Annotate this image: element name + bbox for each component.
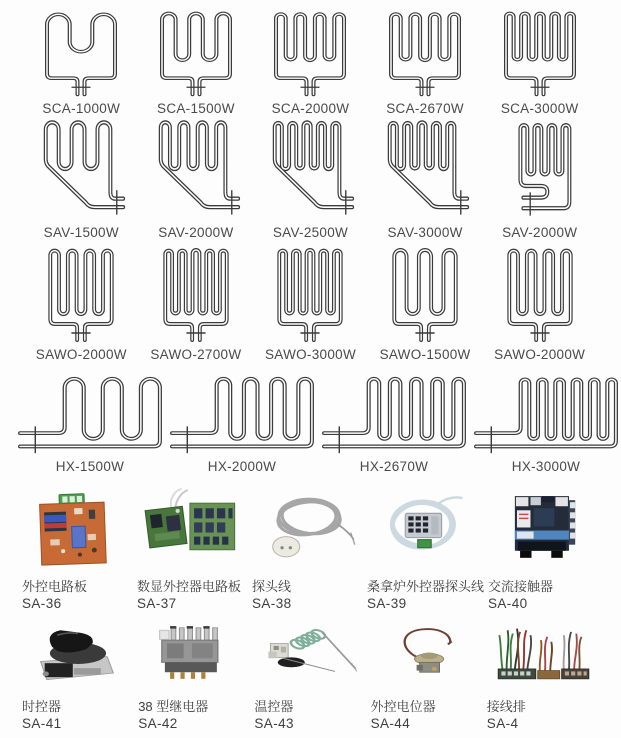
heating-element-drawing bbox=[318, 374, 470, 456]
element-label: HX-1500W bbox=[55, 459, 125, 474]
element-item bbox=[491, 116, 589, 240]
element-label: SAV-1500W bbox=[43, 225, 119, 240]
element-item bbox=[490, 8, 590, 116]
element-label: SCA-1500W bbox=[157, 101, 235, 116]
accessory-item bbox=[250, 486, 365, 611]
heating-element-drawing bbox=[146, 8, 246, 98]
element-row-sav bbox=[0, 116, 621, 240]
heating-element-drawing bbox=[147, 116, 245, 222]
potentiometer-photo bbox=[375, 622, 479, 692]
accessory-item bbox=[136, 622, 252, 731]
element-label: HX-2670W bbox=[359, 459, 429, 474]
accessory-code: SA-36 bbox=[22, 596, 62, 611]
heating-element-drawing bbox=[375, 8, 475, 98]
element-item bbox=[260, 8, 360, 116]
element-label: SCA-2670W bbox=[386, 101, 464, 116]
sauna-controller-probe-wire-photo bbox=[373, 486, 477, 572]
heating-element-drawing bbox=[148, 244, 244, 344]
accessory-item bbox=[135, 486, 250, 611]
accessory-code: SA-40 bbox=[488, 596, 528, 611]
accessory-code: SA-4 bbox=[486, 716, 519, 731]
element-item bbox=[375, 8, 475, 116]
element-item bbox=[492, 244, 588, 362]
accessory-name: 交流接触器 bbox=[488, 579, 554, 594]
element-item bbox=[14, 374, 166, 474]
element-label: HX-2000W bbox=[207, 459, 277, 474]
accessory-grid bbox=[0, 474, 621, 738]
accessory-item bbox=[20, 622, 136, 731]
heating-element-drawing bbox=[377, 244, 473, 344]
element-label: SAWO-3000W bbox=[264, 347, 356, 362]
heating-element-drawing bbox=[14, 374, 166, 456]
element-label: SAWO-1500W bbox=[379, 347, 471, 362]
heating-element-drawing bbox=[261, 116, 359, 222]
element-item bbox=[470, 374, 621, 474]
element-label: SCA-3000W bbox=[500, 101, 579, 116]
thermostat-photo bbox=[258, 622, 362, 692]
digital-controller-board-photo bbox=[140, 486, 244, 572]
heating-element-drawing bbox=[33, 244, 129, 344]
element-label: SAWO-2000W bbox=[35, 347, 127, 362]
element-item bbox=[261, 116, 359, 240]
control-circuit-board-photo bbox=[25, 486, 129, 572]
element-item bbox=[262, 244, 358, 362]
probe-wire-photo bbox=[255, 486, 359, 572]
element-label: SAV-2500W bbox=[272, 225, 349, 240]
accessory-item bbox=[486, 486, 601, 611]
heating-element-drawing bbox=[491, 116, 589, 222]
element-item bbox=[32, 116, 130, 240]
element-row-sca bbox=[0, 0, 621, 116]
accessory-code: SA-42 bbox=[138, 716, 178, 731]
element-item bbox=[147, 116, 245, 240]
accessory-name: 38 型继电器 bbox=[138, 699, 209, 714]
heating-element-drawing bbox=[166, 374, 318, 456]
accessory-item bbox=[369, 622, 485, 731]
element-label: SAV-2000W bbox=[158, 225, 234, 240]
time-controller-photo bbox=[26, 622, 130, 692]
accessory-item bbox=[252, 622, 368, 731]
accessory-name: 桑拿炉外控器探头线 bbox=[366, 579, 484, 594]
heating-element-drawing bbox=[32, 116, 130, 222]
element-label: SAWO-2700W bbox=[150, 347, 242, 362]
element-row-sawo bbox=[0, 240, 621, 362]
heating-element-drawing bbox=[490, 8, 590, 98]
element-label: SAV-2000W bbox=[502, 225, 578, 240]
heating-element-drawing bbox=[260, 8, 360, 98]
element-row-hx bbox=[0, 362, 621, 474]
accessory-name: 外控电位器 bbox=[370, 699, 436, 714]
accessory-item bbox=[20, 486, 135, 611]
element-item bbox=[376, 116, 474, 240]
heating-element-drawing bbox=[262, 244, 358, 344]
element-label: HX-3000W bbox=[511, 459, 581, 474]
accessory-code: SA-37 bbox=[136, 596, 177, 611]
accessory-code: SA-44 bbox=[370, 716, 411, 731]
ac-contactor-photo bbox=[492, 486, 596, 572]
relay-38-photo bbox=[142, 622, 246, 692]
element-item bbox=[148, 244, 244, 362]
element-label: SAV-3000W bbox=[387, 225, 463, 240]
accessory-row-1 bbox=[0, 474, 621, 622]
element-item bbox=[166, 374, 318, 474]
element-label: SCA-1000W bbox=[42, 101, 121, 116]
heating-element-drawing bbox=[492, 244, 588, 344]
element-item bbox=[33, 244, 129, 362]
accessory-name: 外控电路板 bbox=[22, 579, 88, 594]
accessory-item bbox=[485, 622, 601, 731]
element-label: SCA-2000W bbox=[271, 101, 350, 116]
terminal-strip-photo bbox=[491, 622, 595, 692]
accessory-code: SA-38 bbox=[251, 596, 292, 611]
accessory-code: SA-43 bbox=[254, 716, 294, 731]
accessory-code: SA-41 bbox=[22, 716, 62, 731]
element-item bbox=[318, 374, 470, 474]
element-item bbox=[31, 8, 131, 116]
accessory-name: 时控器 bbox=[22, 699, 62, 714]
heating-element-drawing bbox=[376, 116, 474, 222]
accessory-code: SA-39 bbox=[366, 596, 407, 611]
accessory-item bbox=[365, 486, 486, 611]
heating-element-drawing bbox=[470, 374, 621, 456]
accessory-row-2 bbox=[0, 622, 621, 738]
element-label: SAWO-2000W bbox=[494, 347, 586, 362]
accessory-name: 温控器 bbox=[254, 699, 294, 714]
element-item bbox=[146, 8, 246, 116]
element-item bbox=[377, 244, 473, 362]
accessory-name: 接线排 bbox=[486, 699, 526, 714]
accessory-name: 数显外控器电路板 bbox=[136, 579, 241, 594]
heating-element-drawing bbox=[31, 8, 131, 98]
accessory-name: 探头线 bbox=[251, 579, 291, 594]
